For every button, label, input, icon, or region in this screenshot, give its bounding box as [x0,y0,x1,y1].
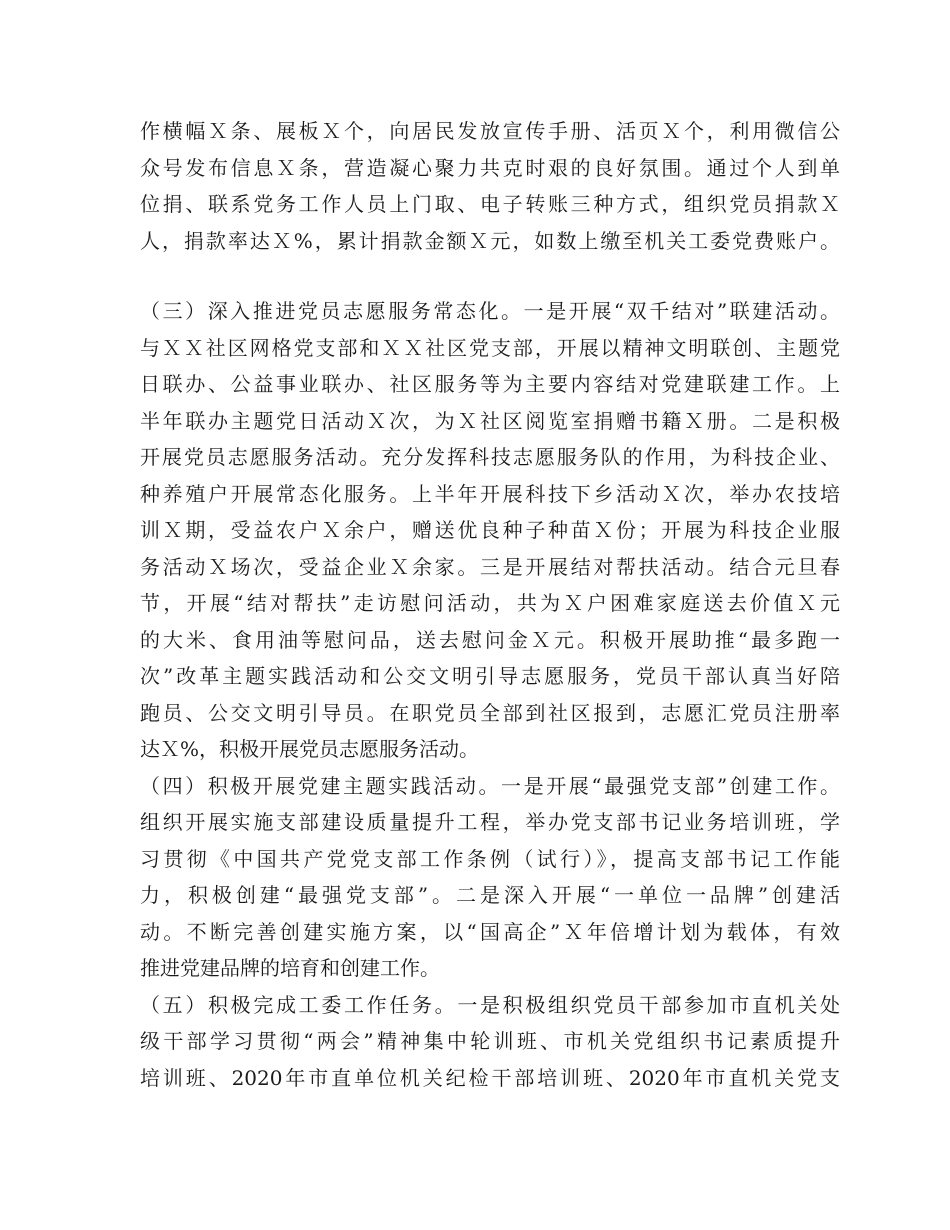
section-3-line: 日联办、公益事业联办、社区服务等为主要内容结对党建联建工作。上 [140,372,840,396]
section-3-line: 的大米、食用油等慰问品，送去慰问金Ｘ元。积极开展助推“最多跑一 [140,627,840,652]
section-3-line: 节，开展“结对帮扶”走访慰问活动，共为Ｘ户困难家庭送去价值Ｘ元 [140,591,840,615]
text-line: 作横幅Ｘ条、展板Ｘ个，向居民发放宣传手册、活页Ｘ个，利用微信公 [140,119,840,143]
text-line: 位捐、联系党务工作人员上门取、电子转账三种方式，组织党员捐款Ｘ [140,192,840,216]
section-4-line: 力，积极创建“最强党支部”。二是深入开展“一单位一品牌”创建活 [140,883,840,907]
section-3-line: 与ＸＸ社区网格党支部和ＸＸ社区党支部，开展以精神文明联创、主题党 [140,335,840,360]
section-3-line: 务活动Ｘ场次，受益企业Ｘ余家。三是开展结对帮扶活动。结合元旦春 [140,554,840,579]
section-3-line: 开展党员志愿服务活动。充分发挥科技志愿服务队的作用，为科技企业、 [140,445,840,469]
section-3-line: 种养殖户开展常态化服务。上半年开展科技下乡活动Ｘ次，举办农技培 [140,481,840,506]
section-4-line: 组织开展实施支部建设质量提升工程，举办党支部书记业务培训班，学 [140,810,840,834]
section-4-line: （四）积极开展党建主题实践活动。一是开展“最强党支部”创建工作。 [140,773,840,798]
section-3-line: 训Ｘ期，受益农户Ｘ余户，赠送优良种子种苗Ｘ份；开展为科技企业服 [140,518,840,542]
section-5-line: 级干部学习贯彻“两会”精神集中轮训班、市机关党组织书记素质提升 [140,1029,840,1053]
section-5-line: 培训班、2020年市直单位机关纪检干部培训班、2020年市直机关党支 [140,1065,840,1090]
section-5-line: （五）积极完成工委工作任务。一是积极组织党员干部参加市直机关处 [140,992,840,1017]
section-3-line: 次”改革主题实践活动和公交文明引导志愿服务，党员干部认真当好陪 [140,664,840,688]
section-3-line: 半年联办主题党日活动Ｘ次，为Ｘ社区阅览室捐赠书籍Ｘ册。二是积极 [140,408,840,433]
text-line: 人，捐款率达Ｘ%，累计捐款金额Ｘ元，如数上缴至机关工委党费账户。 [140,228,840,253]
text-line: 众号发布信息Ｘ条，营造凝心聚力共克时艰的良好氛围。通过个人到单 [140,155,840,180]
section-4-line: 推进党建品牌的培育和创建工作。 [140,956,440,980]
section-3-line: （三）深入推进党员志愿服务常态化。一是开展“双千结对”联建活动。 [140,299,840,323]
section-3-line: 达Ｘ%，积极开展党员志愿服务活动。 [140,737,480,761]
section-4-line: 习贯彻《中国共产党党支部工作条例（试行）》，提高支部书记工作能 [140,846,840,871]
paragraph-donation-summary [140,113,840,259]
section-3-line: 跑员、公交文明引导员。在职党员全部到社区报到，志愿汇党员注册率 [140,700,840,725]
body-sections [140,293,840,1096]
section-4-line: 动。不断完善创建实施方案，以“国高企”Ｘ年倍增计划为载体，有效 [140,919,840,944]
